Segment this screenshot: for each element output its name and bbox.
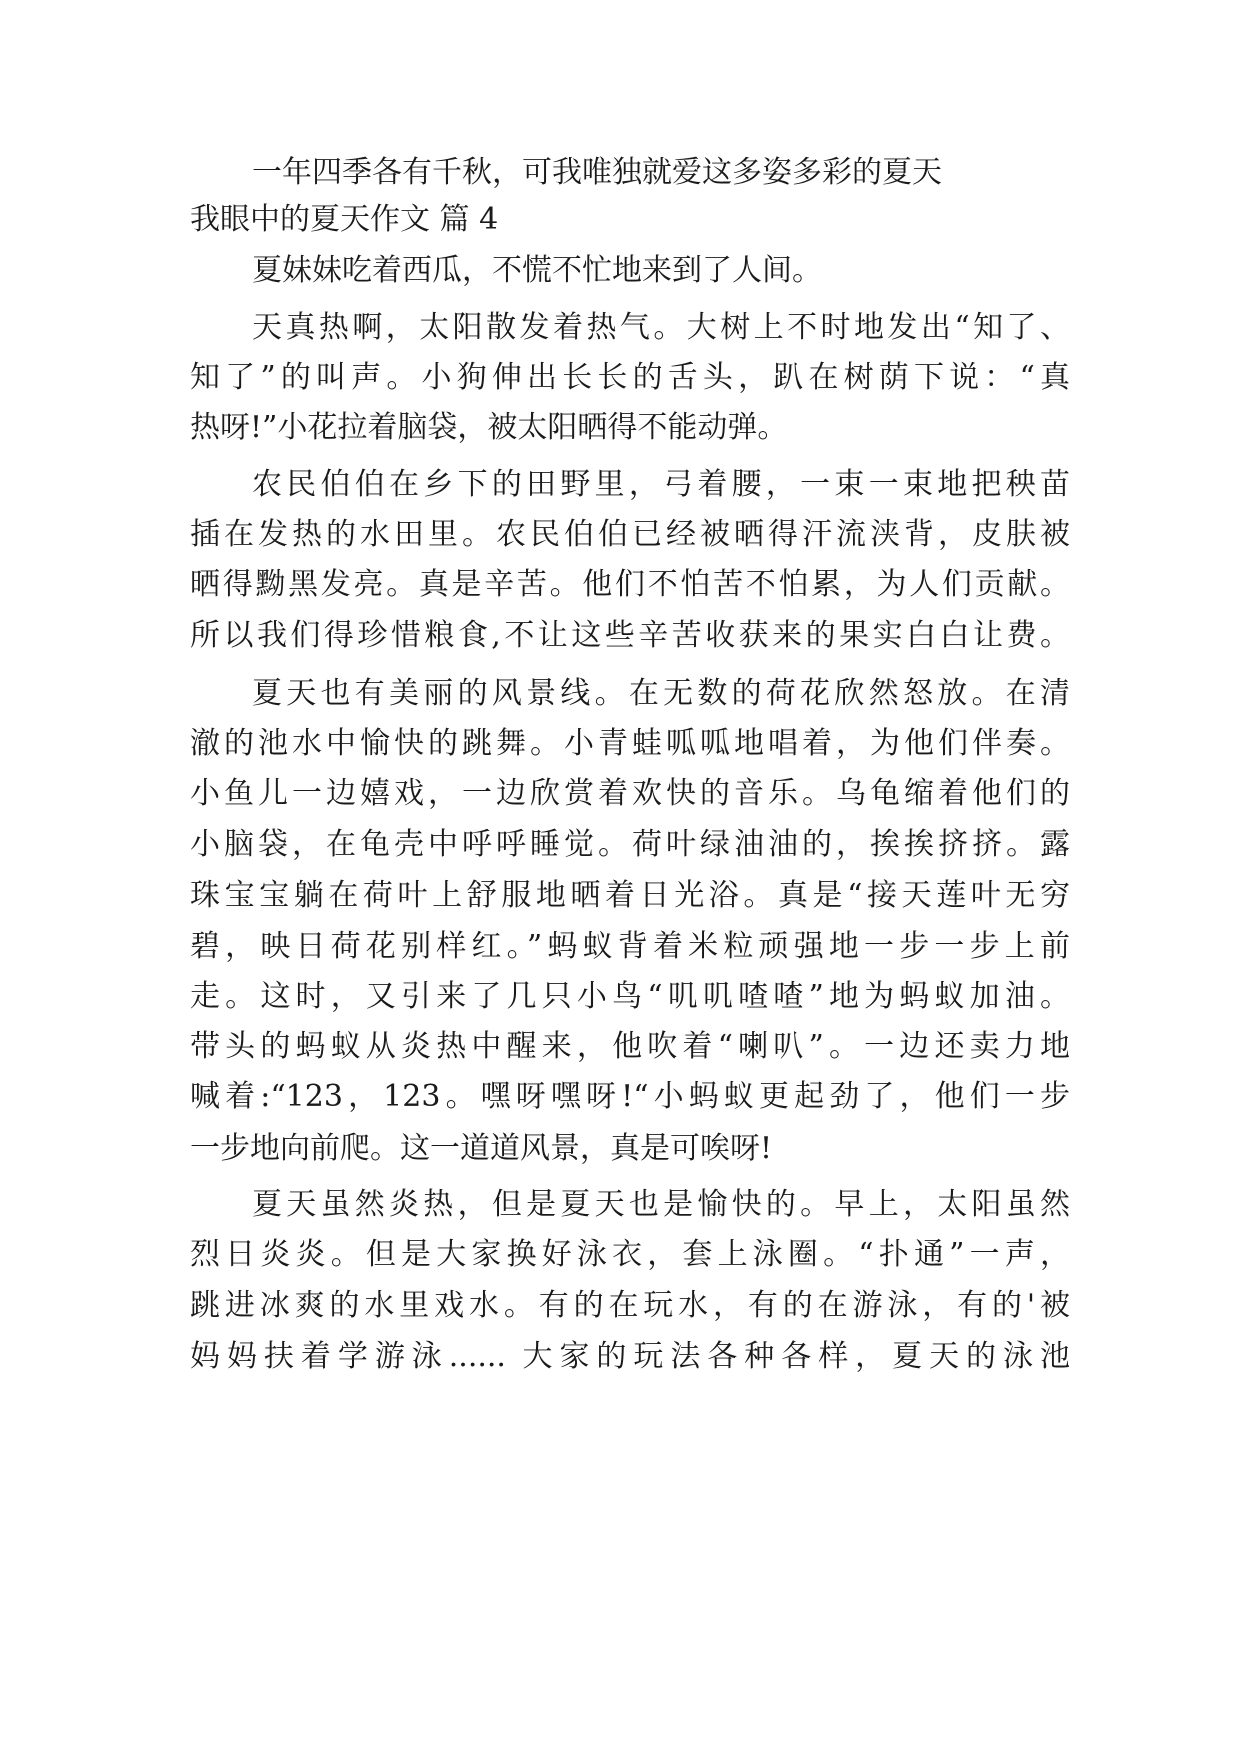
- text-line: 天真热啊，太阳散发着热气。大树上不时地发出“知了、: [252, 310, 1070, 345]
- text-line: 所以我们得珍惜粮食,不让这些辛苦收获来的果实白白让费。: [190, 618, 1070, 653]
- text-line: 澈的池水中愉快的跳舞。小青蛙呱呱地唱着，为他们伴奏。: [190, 726, 1070, 761]
- text-line: 一年四季各有千秋，可我唯独就爱这多姿多彩的夏天: [252, 155, 942, 190]
- text-line: 农民伯伯在乡下的田野里，弓着腰，一束一束地把秧苗: [252, 467, 1070, 502]
- text-line: 热呀!”小花拉着脑袋，被太阳晒得不能动弹。: [190, 410, 788, 445]
- text-line: 夏妹妹吃着西瓜，不慌不忙地来到了人间。: [252, 253, 822, 288]
- text-line: 碧，映日荷花别样红。”蚂蚁背着米粒顽强地一步一步上前: [190, 929, 1070, 964]
- text-line: 小脑袋，在龟壳中呼呼睡觉。荷叶绿油油的，挨挨挤挤。露: [190, 827, 1070, 862]
- text-line: 夏天虽然炎热，但是夏天也是愉快的。早上，太阳虽然: [252, 1187, 1070, 1222]
- text-line: 晒得黝黑发亮。真是辛苦。他们不怕苦不怕累，为人们贡献。: [190, 567, 1070, 602]
- text-line: 走。这时，又引来了几只小鸟“叽叽喳喳”地为蚂蚁加油。: [190, 979, 1070, 1014]
- text-line: 插在发热的水田里。农民伯伯已经被晒得汗流浃背，皮肤被: [190, 517, 1070, 552]
- text-line: 跳进冰爽的水里戏水。有的在玩水，有的在游泳，有的'被: [190, 1288, 1070, 1323]
- essay-heading: 我眼中的夏天作文 篇 4: [190, 202, 499, 237]
- text-line: 妈妈扶着学游泳...... 大家的玩法各种各样，夏天的泳池: [190, 1339, 1070, 1374]
- text-line: 珠宝宝躺在荷叶上舒服地晒着日光浴。真是“接天莲叶无穷: [190, 878, 1070, 913]
- text-line: 带头的蚂蚁从炎热中醒来，他吹着“喇叭”。一边还卖力地: [190, 1029, 1070, 1064]
- text-line: 一步地向前爬。这一道道风景，真是可唉呀!: [190, 1131, 773, 1166]
- text-line: 知了”的叫声。小狗伸出长长的舌头，趴在树荫下说：“真: [190, 360, 1070, 395]
- text-line: 小鱼儿一边嬉戏，一边欣赏着欢快的音乐。乌龟缩着他们的: [190, 776, 1070, 811]
- text-line: 烈日炎炎。但是大家换好泳衣，套上泳圈。“扑通”一声，: [190, 1237, 1070, 1272]
- text-line: 喊着:“123，123。嘿呀嘿呀!“小蚂蚁更起劲了，他们一步: [190, 1079, 1070, 1114]
- text-line: 夏天也有美丽的风景线。在无数的荷花欣然怒放。在清: [252, 676, 1070, 711]
